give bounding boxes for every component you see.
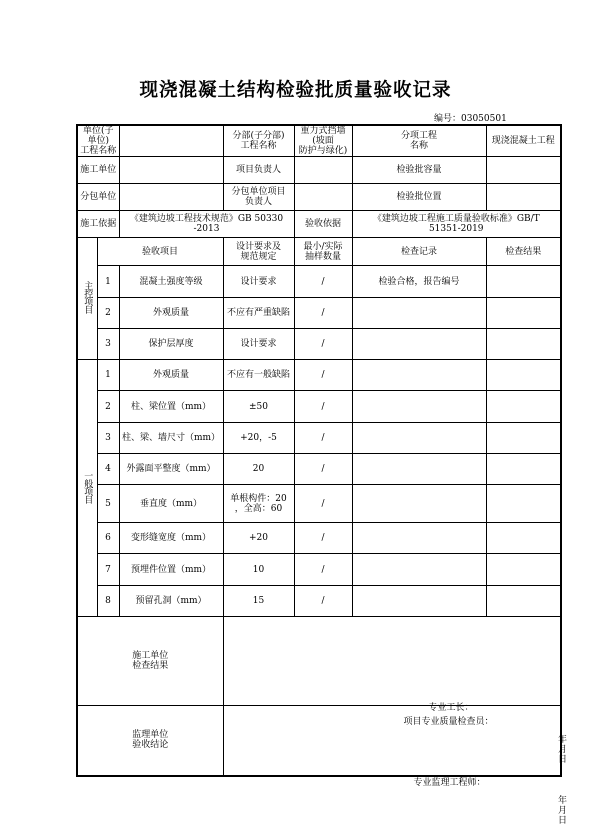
row-sample[interactable]: / — [294, 298, 352, 329]
row-design: ±50 — [223, 391, 294, 423]
row-no: 2 — [97, 298, 119, 329]
quality-inspector-signature-label: 项目专业质量检查员： — [403, 717, 494, 727]
table-row — [77, 586, 561, 617]
table-row — [77, 523, 561, 554]
row-result[interactable] — [486, 554, 561, 586]
col-record-header: 检查记录 — [352, 238, 486, 266]
row-sample[interactable]: / — [294, 391, 352, 423]
row-result[interactable] — [486, 329, 561, 360]
row-no: 2 — [97, 391, 119, 423]
row-result[interactable] — [486, 360, 561, 391]
row-design: 不应有严重缺陷 — [223, 298, 294, 329]
sub-pm-label: 分包单位项目 负责人 — [223, 184, 294, 211]
general-items-label: 一般项目 — [77, 360, 97, 617]
row-sample[interactable]: / — [294, 454, 352, 485]
supervision-date-label: 年 月 日 — [558, 796, 577, 827]
constructor-label: 施工单位 — [77, 157, 119, 184]
row-record[interactable] — [352, 586, 486, 617]
subitem-name-value[interactable]: 现浇混凝土工程 — [486, 125, 561, 157]
row-design: 10 — [223, 554, 294, 586]
row-no: 8 — [97, 586, 119, 617]
row-item: 外观质量 — [119, 298, 223, 329]
table-row — [77, 554, 561, 586]
row-result[interactable] — [486, 485, 561, 523]
row-record[interactable] — [352, 454, 486, 485]
row-no: 6 — [97, 523, 119, 554]
row-item: 变形缝宽度（mm） — [119, 523, 223, 554]
table-row — [77, 298, 561, 329]
row-item: 混凝土强度等级 — [119, 266, 223, 298]
basis-label: 施工依据 — [77, 211, 119, 238]
row-sample[interactable]: / — [294, 485, 352, 523]
row-record[interactable] — [352, 485, 486, 523]
capacity-value[interactable] — [486, 157, 561, 184]
row-no: 5 — [97, 485, 119, 523]
row-result[interactable] — [486, 423, 561, 454]
row-item: 保护层厚度 — [119, 329, 223, 360]
row-no: 4 — [97, 454, 119, 485]
constructor-value[interactable] — [119, 157, 223, 184]
row-result[interactable] — [486, 391, 561, 423]
col-sample-header: 最小/实际 抽样数量 — [294, 238, 352, 266]
row-result[interactable] — [486, 266, 561, 298]
main-control-label: 主控项目 — [77, 238, 97, 360]
pm-value[interactable] — [294, 157, 352, 184]
subcontractor-value[interactable] — [119, 184, 223, 211]
row-sample[interactable]: / — [294, 266, 352, 298]
row-design: 20 — [223, 454, 294, 485]
inspection-table — [76, 124, 577, 827]
row-record[interactable]: 检验合格，报告编号 — [352, 266, 486, 298]
row-record[interactable] — [352, 298, 486, 329]
row-sample[interactable]: / — [294, 360, 352, 391]
table-row — [77, 391, 561, 423]
row-record[interactable] — [352, 523, 486, 554]
basis-value: 《建筑边坡工程技术规范》GB 50330 -2013 — [119, 211, 294, 238]
acceptance-label: 验收依据 — [294, 211, 352, 238]
capacity-label: 检验批容量 — [352, 157, 486, 184]
row-result[interactable] — [486, 298, 561, 329]
row-sample[interactable]: / — [294, 554, 352, 586]
row-sample[interactable]: / — [294, 329, 352, 360]
row-design: 设计要求 — [223, 266, 294, 298]
form-number: 编号：03050501 — [434, 114, 507, 124]
pm-label: 项目负责人 — [223, 157, 294, 184]
supervision-engineer-signature-label: 专业监理工程师： — [413, 778, 486, 789]
sub-pm-value[interactable] — [294, 184, 352, 211]
row-item: 柱、梁、墙尺寸（mm） — [119, 423, 223, 454]
supervision-check-label: 监理单位 验收结论 — [77, 706, 223, 776]
row-record[interactable] — [352, 423, 486, 454]
row-no: 3 — [97, 329, 119, 360]
row-item: 预留孔洞（mm） — [119, 586, 223, 617]
row-design: 15 — [223, 586, 294, 617]
row-record[interactable] — [352, 329, 486, 360]
table-row — [77, 485, 561, 523]
row-no: 7 — [97, 554, 119, 586]
row-record[interactable] — [352, 360, 486, 391]
construction-date-label: 年 月 日 — [558, 735, 577, 765]
row-sample[interactable]: / — [294, 586, 352, 617]
construction-check-label: 施工单位 检查结果 — [77, 617, 223, 706]
row-result[interactable] — [486, 586, 561, 617]
acceptance-value: 《建筑边坡工程施工质量验收标准》GB/T 51351-2019 — [352, 211, 561, 238]
row-sample[interactable]: / — [294, 523, 352, 554]
row-design: 设计要求 — [223, 329, 294, 360]
row-sample[interactable]: / — [294, 423, 352, 454]
row-item: 外露面平整度（mm） — [119, 454, 223, 485]
row-design: 不应有一般缺陷 — [223, 360, 294, 391]
location-label: 检验批位置 — [352, 184, 486, 211]
col-design-header: 设计要求及 规范规定 — [223, 238, 294, 266]
row-item: 外观质量 — [119, 360, 223, 391]
row-no: 1 — [97, 360, 119, 391]
foreman-signature-label: 专业工长： — [428, 703, 474, 713]
division-name-label: 分部(子分部) 工程名称 — [223, 125, 294, 157]
subitem-name-label: 分项工程 名称 — [352, 125, 486, 157]
subcontractor-label: 分包单位 — [77, 184, 119, 211]
col-result-header: 检查结果 — [486, 238, 561, 266]
unit-name-value[interactable] — [119, 125, 223, 157]
row-design: 单根构件：20 ，全高：60 — [223, 485, 294, 523]
unit-name-label: 单位(子单位) 工程名称 — [77, 125, 119, 157]
row-no: 3 — [97, 423, 119, 454]
row-record[interactable] — [352, 554, 486, 586]
supervision-check-area[interactable] — [223, 706, 577, 827]
row-result[interactable] — [486, 523, 561, 554]
table-row — [77, 423, 561, 454]
construction-check-area[interactable] — [223, 617, 577, 765]
row-item: 垂直度（mm） — [119, 485, 223, 523]
row-record[interactable] — [352, 391, 486, 423]
col-item-header: 验收项目 — [97, 238, 223, 266]
row-no: 1 — [97, 266, 119, 298]
division-name-value[interactable]: 重力式挡墙(坡面 防护与绿化) — [294, 125, 352, 157]
form-title: 现浇混凝土结构检验批质量验收记录 — [139, 80, 452, 101]
row-result[interactable] — [486, 454, 561, 485]
row-design: +20 — [223, 523, 294, 554]
row-item: 柱、梁位置（mm） — [119, 391, 223, 423]
row-design: +20，-5 — [223, 423, 294, 454]
table-row — [77, 360, 561, 391]
row-item: 预埋件位置（mm） — [119, 554, 223, 586]
table-row — [77, 454, 561, 485]
table-row — [77, 329, 561, 360]
location-value[interactable] — [486, 184, 561, 211]
table-row — [77, 266, 561, 298]
